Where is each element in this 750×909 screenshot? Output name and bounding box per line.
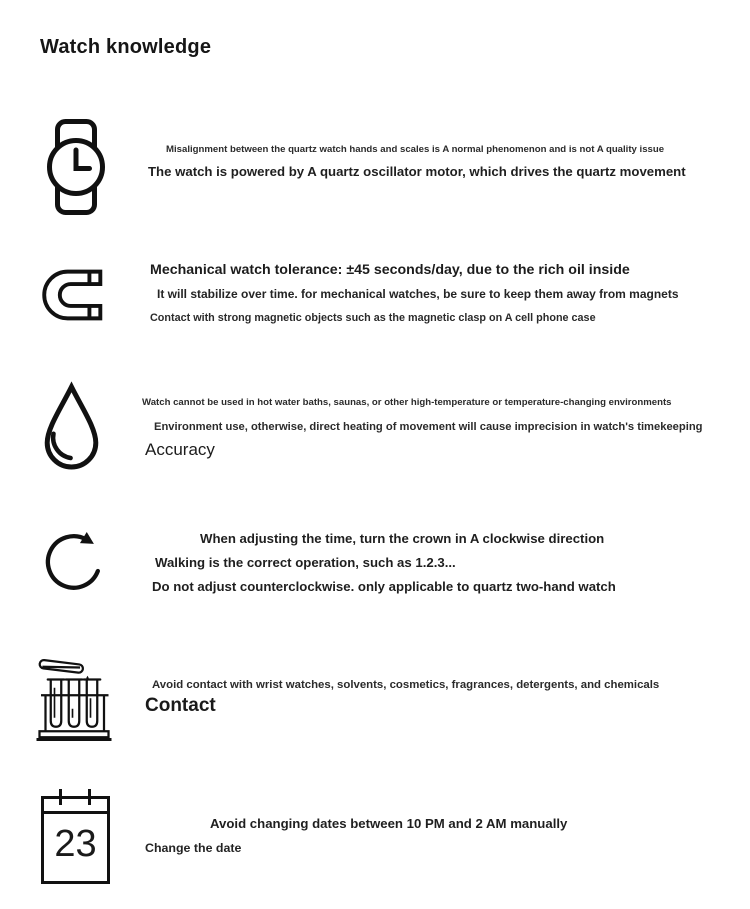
watch-icon <box>45 117 107 217</box>
crown-line3-text: Do not adjust counterclockwise. only applicable to quartz two-hand watch <box>152 579 616 594</box>
chemicals-note-text: Avoid contact with wrist watches, solvents, cosmetics, fragrances, detergents, and chemicals <box>152 679 660 691</box>
temperature-sub-text: Environment use, otherwise, direct heating of movement will cause imprecision in watch's timekeeping <box>154 421 703 433</box>
date-line2-text: Change the date <box>145 841 242 855</box>
magnet-icon <box>38 264 105 326</box>
calendar-icon <box>41 796 110 884</box>
date-line1-text: Avoid changing dates between 10 PM and 2 AM manually <box>210 816 568 831</box>
section-magnet <box>0 258 750 338</box>
quartz-note-text: Misalignment between the quartz watch hands and scales is A normal phenomenon and is not A quality issue <box>166 144 665 155</box>
section-quartz <box>0 110 750 225</box>
crown-line1-text: When adjusting the time, turn the crown in A clockwise direction <box>200 531 605 546</box>
quartz-main-text: The watch is powered by A quartz oscillator motor, which drives the quartz movement <box>148 164 686 179</box>
magnet-note-text: Contact with strong magnetic objects such as the magnetic clasp on A cell phone case <box>150 312 596 324</box>
calendar-pin-icon <box>59 789 62 805</box>
calendar-header <box>44 799 107 814</box>
calendar-pin-icon <box>88 789 91 805</box>
calendar-day-number: 23 <box>54 823 97 865</box>
accuracy-heading: Accuracy <box>145 440 215 459</box>
section-temperature <box>0 376 750 476</box>
test-tubes-icon <box>35 650 113 748</box>
clockwise-arrow-icon <box>42 525 105 597</box>
magnet-main-text: Mechanical watch tolerance: ±45 seconds/day, due to the rich oil inside <box>150 262 630 278</box>
section-date <box>0 788 750 888</box>
temperature-note-text: Watch cannot be used in hot water baths, saunas, or other high-temperature or temperature-changing environments <box>142 397 672 408</box>
magnet-sub-text: It will stabilize over time. for mechanical watches, be sure to keep them away from magnets <box>157 287 679 301</box>
page-title: Watch knowledge <box>40 36 212 58</box>
contact-heading: Contact <box>145 695 216 716</box>
section-chemicals <box>0 645 750 755</box>
crown-line2-text: Walking is the correct operation, such as 1.2.3... <box>155 555 456 570</box>
section-crown <box>0 518 750 608</box>
water-drop-icon <box>40 380 103 473</box>
